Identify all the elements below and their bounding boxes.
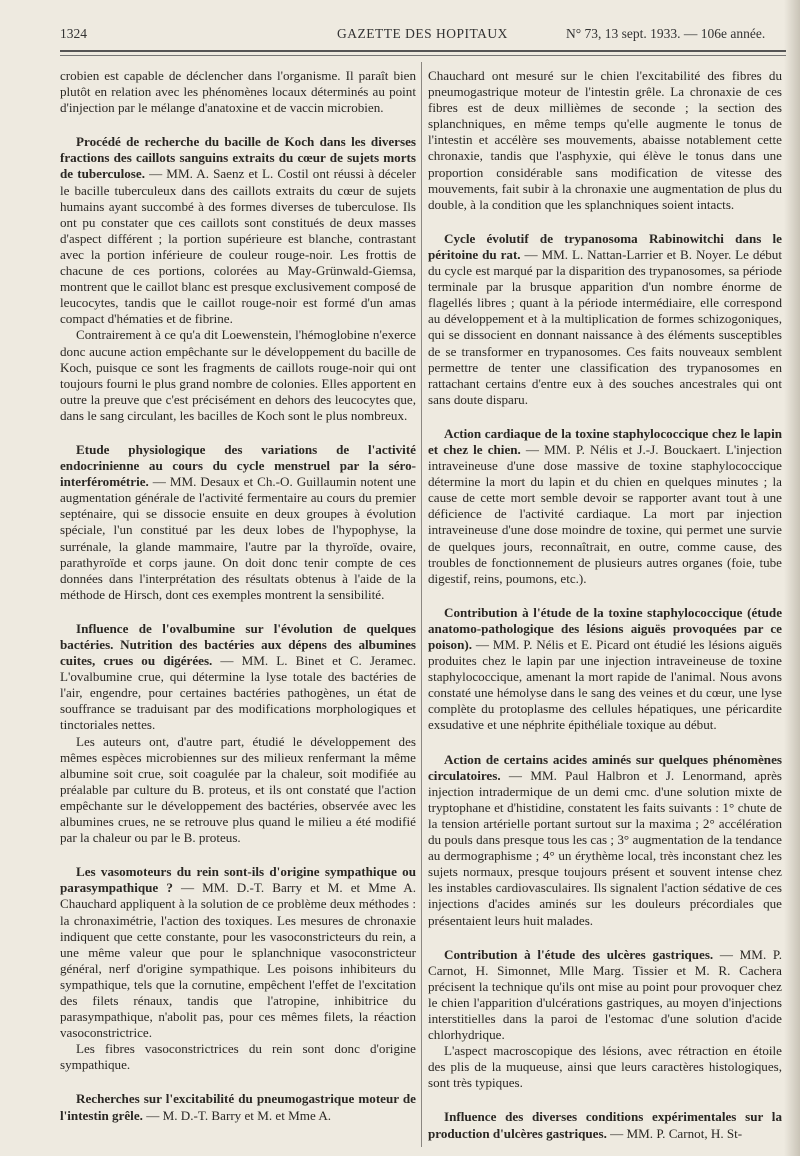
article-title: Les vasomoteurs du rein sont-ils d'origine sympathique ou parasympathique ? [60, 864, 416, 896]
article [428, 947, 782, 1092]
continued-paragraph: crobien est capable de déclencher dans l'organisme. Il paraît bien plutôt en relation avec les phénomènes locaux déterminés au point d'injection par le mélange d'anatoxine et de vaccin microbien. [60, 68, 416, 116]
article [60, 864, 416, 1073]
article-lead-paragraph [60, 1091, 416, 1123]
article-lead-paragraph [428, 947, 782, 1044]
column-divider [421, 62, 422, 1147]
article-lead-paragraph [428, 1109, 782, 1141]
page-edge-shadow [784, 0, 800, 1156]
article-body: — MM. P. Carnot, H. Simonnet, Mlle Marg. Tissier et M. R. Cachera précisent la technique qu'ils ont mise au point pour provoquer chez le chien l'apparition d'ulcérations gastriques, au moyen d'injections interstitielles dans la paroi de l'estomac d'une solution d'acide chlorhydrique. [428, 946, 783, 1043]
article-paragraph: Contrairement à ce qu'a dit Loewenstein, l'hémoglobine n'exerce donc aucune action empêchante sur le développement du bacille de Koch, puisque ce sont les fragments de caillots rouge-noir qui ont toujours fourni le plus grand nombre de colonies. Elles apportent en outre la preuve que c'est précisément en dehors des leucocytes que, dans le sang circulant, les bacilles de Koch sont le plus nombreux. [60, 327, 416, 423]
article-title: Action de certains acides aminés sur quelques phénomènes circulatoires. [428, 751, 782, 783]
article [428, 752, 782, 929]
article-body: — MM. P. Carnot, H. St- [606, 1125, 743, 1141]
article [60, 134, 416, 424]
article [60, 621, 416, 846]
page-number: 1324 [60, 26, 87, 41]
article-lead-paragraph [428, 231, 782, 408]
right-column [428, 68, 782, 1142]
article-title: Action cardiaque de la toxine staphylococcique chez le lapin et chez le chien. [428, 425, 782, 457]
header-rule [60, 50, 786, 52]
article-title: Procédé de recherche du bacille de Koch dans les diverses fractions des caillots sanguins extraits du cœur de sujets morts de tuberculose. [60, 134, 416, 182]
left-column [60, 68, 416, 1124]
article-body: — MM. P. Nélis et J.-J. Bouckaert. L'injection intraveineuse d'une dose massive de toxine staphylococcique détermine la mort du lapin et du chien en quelques minutes ; la cause de cette mort semble devoir se rapporter avant tout à une déficience de l'activité cardiaque. La mort par injection intraveineuse d'une dose moindre de toxine, qui permet une survie de quelques jours, reconnaîtrait, en outre, comme cause, des troubles de fonctionnement de plusieurs autres organes (foie, tube digestif, reins, poumons, etc.). [428, 441, 782, 586]
article-lead-paragraph [428, 426, 782, 587]
article-paragraph: Les auteurs ont, d'autre part, étudié le développement des mêmes espèces microbiennes sur des milieux renfermant la même albumine soit crue, soit coagulée par la chaleur, soit modifiée au préalable par culture du B. proteus, et ils ont constaté que l'action empêchante sur le développement des bactéries, observée avec les albumines crues, ne se retrouve plus quand le milieu a été modifié par la chaleur ou par le B. proteus. [60, 733, 416, 846]
page-header [60, 20, 786, 48]
article-body: — MM. Paul Halbron et J. Lenormand, après injection intradermique de un demi cmc. d'une solution mixte de tryptophane et d'histidine, constatent les faits suivants : 1° chute de la tension artérielle portant surtout sur la maxima ; 2° accélération du pouls dans presque tous les cas ; 3° augmentation de la tendance au dermographisme ; 4° un érythème local, très inconstant chez les sujets normaux, presque toujours présent et souvent intense chez les instables cardiovasculaires. Ils signalent l'action sédative de ces injections d'acides aminés sur les douleurs précordiales que présentaient leurs huit malades. [428, 767, 782, 928]
article-body: — MM. Desaux et Ch.-O. Guillaumin notent une augmentation générale de l'activité fermentaire au cours du premier septénaire, qui se dissocie ensuite en deux groupes à évolution spéciale, l'un constitué par les deux lobes de l'hypophyse, la surrénale, la glande mammaire, l'autre par la thyroïde, ovaire, parathyroïde et corps jaune. On doit donc tenir compte de ces données dans l'interprétation des résultats obtenus à l'aide de la méthode de Hirsch, dont ces exemples montrent la sensibilité. [60, 474, 416, 602]
article-lead-paragraph [428, 752, 782, 929]
article [428, 231, 782, 408]
article [60, 442, 416, 603]
continued-paragraph: Chauchard ont mesuré sur le chien l'excitabilité des fibres du pneumogastrique moteur de l'intestin grêle. La chronaxie de ces fibres est de deux millièmes de seconde ; la section des splanchniques, en même temps qu'elle augmente le tonus de l'intestin et accélère ses mouvements, abaisse notablement cette chronaxie, tandis que l'asphyxie, qui élève le tonus dans une proportion considérable sans modification de vitesse des mouvements, fait subir à la chronaxie une augmentation de plus du double, à la condition que les splanchniques soient intacts. [428, 68, 782, 212]
article [428, 605, 782, 734]
article-title: Recherches sur l'excitabilité du pneumogastrique moteur de l'intestin grêle. [60, 1091, 416, 1123]
article [60, 1091, 416, 1123]
article-lead-paragraph [428, 605, 782, 734]
article-body: — MM. D.-T. Barry et M. et Mme A. Chauchard appliquent à la solution de ce problème deux méthodes : la chronaximétrie, l'action des toxiques. Les mesures de chronaxie indiquent que cette constante, pour les vasoconstricteurs du rein, a une même valeur que pour le splanchnique vasoconstricteur général, nerf d'origine sympathique. Les poisons inhibiteurs du sympathique, tels que la cornutine, empêchent l'effet de l'excitation des filets rénaux, tandis que l'atropine, inhibitrice du parasympathique, n'abolit pas, pour ces mêmes filets, la réaction vasoconstrictrice. [60, 880, 417, 1041]
header-rule-thin [60, 55, 786, 56]
article-title: Etude physiologique des variations de l'activité endocrinienne au cours du cycle menstruel par la séro-interférométrie. [60, 441, 416, 490]
article-lead-paragraph [60, 864, 416, 1041]
article-body: — MM. L. Binet et C. Jeramec. L'ovalbumine crue, qui détermine la lyse totale des bactéries de l'air, engendre, pour certaines bactéries pathogènes, un état de souffrance se traduisant par des modifications morphologiques et tinctoriales nettes. [60, 653, 416, 733]
article-title: Influence de l'ovalbumine sur l'évolution de quelques bactéries. Nutrition des bactéries aux dépens des albumines cuites, crues ou digérées. [60, 620, 416, 669]
article-paragraph: Les fibres vasoconstrictrices du rein sont donc d'origine sympathique. [60, 1041, 416, 1073]
article-lead-paragraph [60, 442, 416, 603]
article-body: — MM. P. Nélis et E. Picard ont étudié les lésions aiguës produites chez le lapin par une injection intraveineuse de toxine staphylococcique, amenant la mort rapide de l'animal. Nous avons constaté une hémolyse dans le sang des veines et du cœur, une lyse complète du protoplasme des cellules hépatiques, une péricardite exsudative et une néphrite épithéliale toxique au début. [428, 637, 782, 733]
article-title: Contribution à l'étude des ulcères gastriques. [444, 946, 714, 962]
article-paragraph: L'aspect macroscopique des lésions, avec rétraction en étoile des plis de la muqueuse, ainsi que leurs caractères histologiques, sont très typiques. [428, 1043, 782, 1091]
article-body: — MM. L. Nattan-Larrier et B. Noyer. Le début du cycle est marqué par la disparition des trypanosomes, sa période terminale par la brusque apparition d'un nombre énorme de flagellés libres ; quant à la période intermédiaire, elle correspond au développement et à la multiplication de formes schizogoniques, qui se dissocient en donnant naissance à des éléments susceptibles de se transformer en trypanosomes. Ces faits nouveaux semblent permettre de tenter une classification des trypanosomes en rattachant certains d'entre eux à des souches ancestrales qui ont sans doute disparu. [428, 246, 782, 407]
article-title: Influence des diverses conditions expérimentales sur la production d'ulcères gastriques. [428, 1109, 782, 1141]
article-title: Cycle évolutif de trypanosoma Rabinowitchi dans le péritoine du rat. [428, 230, 782, 262]
issue-info: N° 73, 13 sept. 1933. — 106e année. [566, 26, 766, 41]
journal-title: GAZETTE DES HOPITAUX [337, 26, 508, 41]
article [428, 426, 782, 587]
article-lead-paragraph [60, 134, 416, 327]
article-title: Contribution à l'étude de la toxine staphylococcique (étude anatomo-pathologique des lésions aiguës provoquées par ce poison). [428, 604, 782, 652]
article-body: — M. D.-T. Barry et M. et Mme A. [142, 1107, 332, 1123]
article [428, 1109, 782, 1141]
article-body: — MM. A. Saenz et L. Costil ont réussi à déceler le bacille tuberculeux dans des caillots extraits du cœur de sujets humains ayant succombé à des formes diverses de tuberculose. Ils ont pu constater que ces caillots sont constitués de deux masses d'aspect différent ; la portion supérieure est blanche, contrastant avec la portion inférieure de couleur rouge-noir. Les frottis de chacune de ces portions, colorées au May-Grünwald-Giemsa, montrent que le caillot blanc est presque exclusivement composé de leucocytes, tandis que le caillot rouge-noir est formé d'un amas compact d'hématies et de fibrine. [60, 166, 417, 327]
article-lead-paragraph [60, 621, 416, 734]
